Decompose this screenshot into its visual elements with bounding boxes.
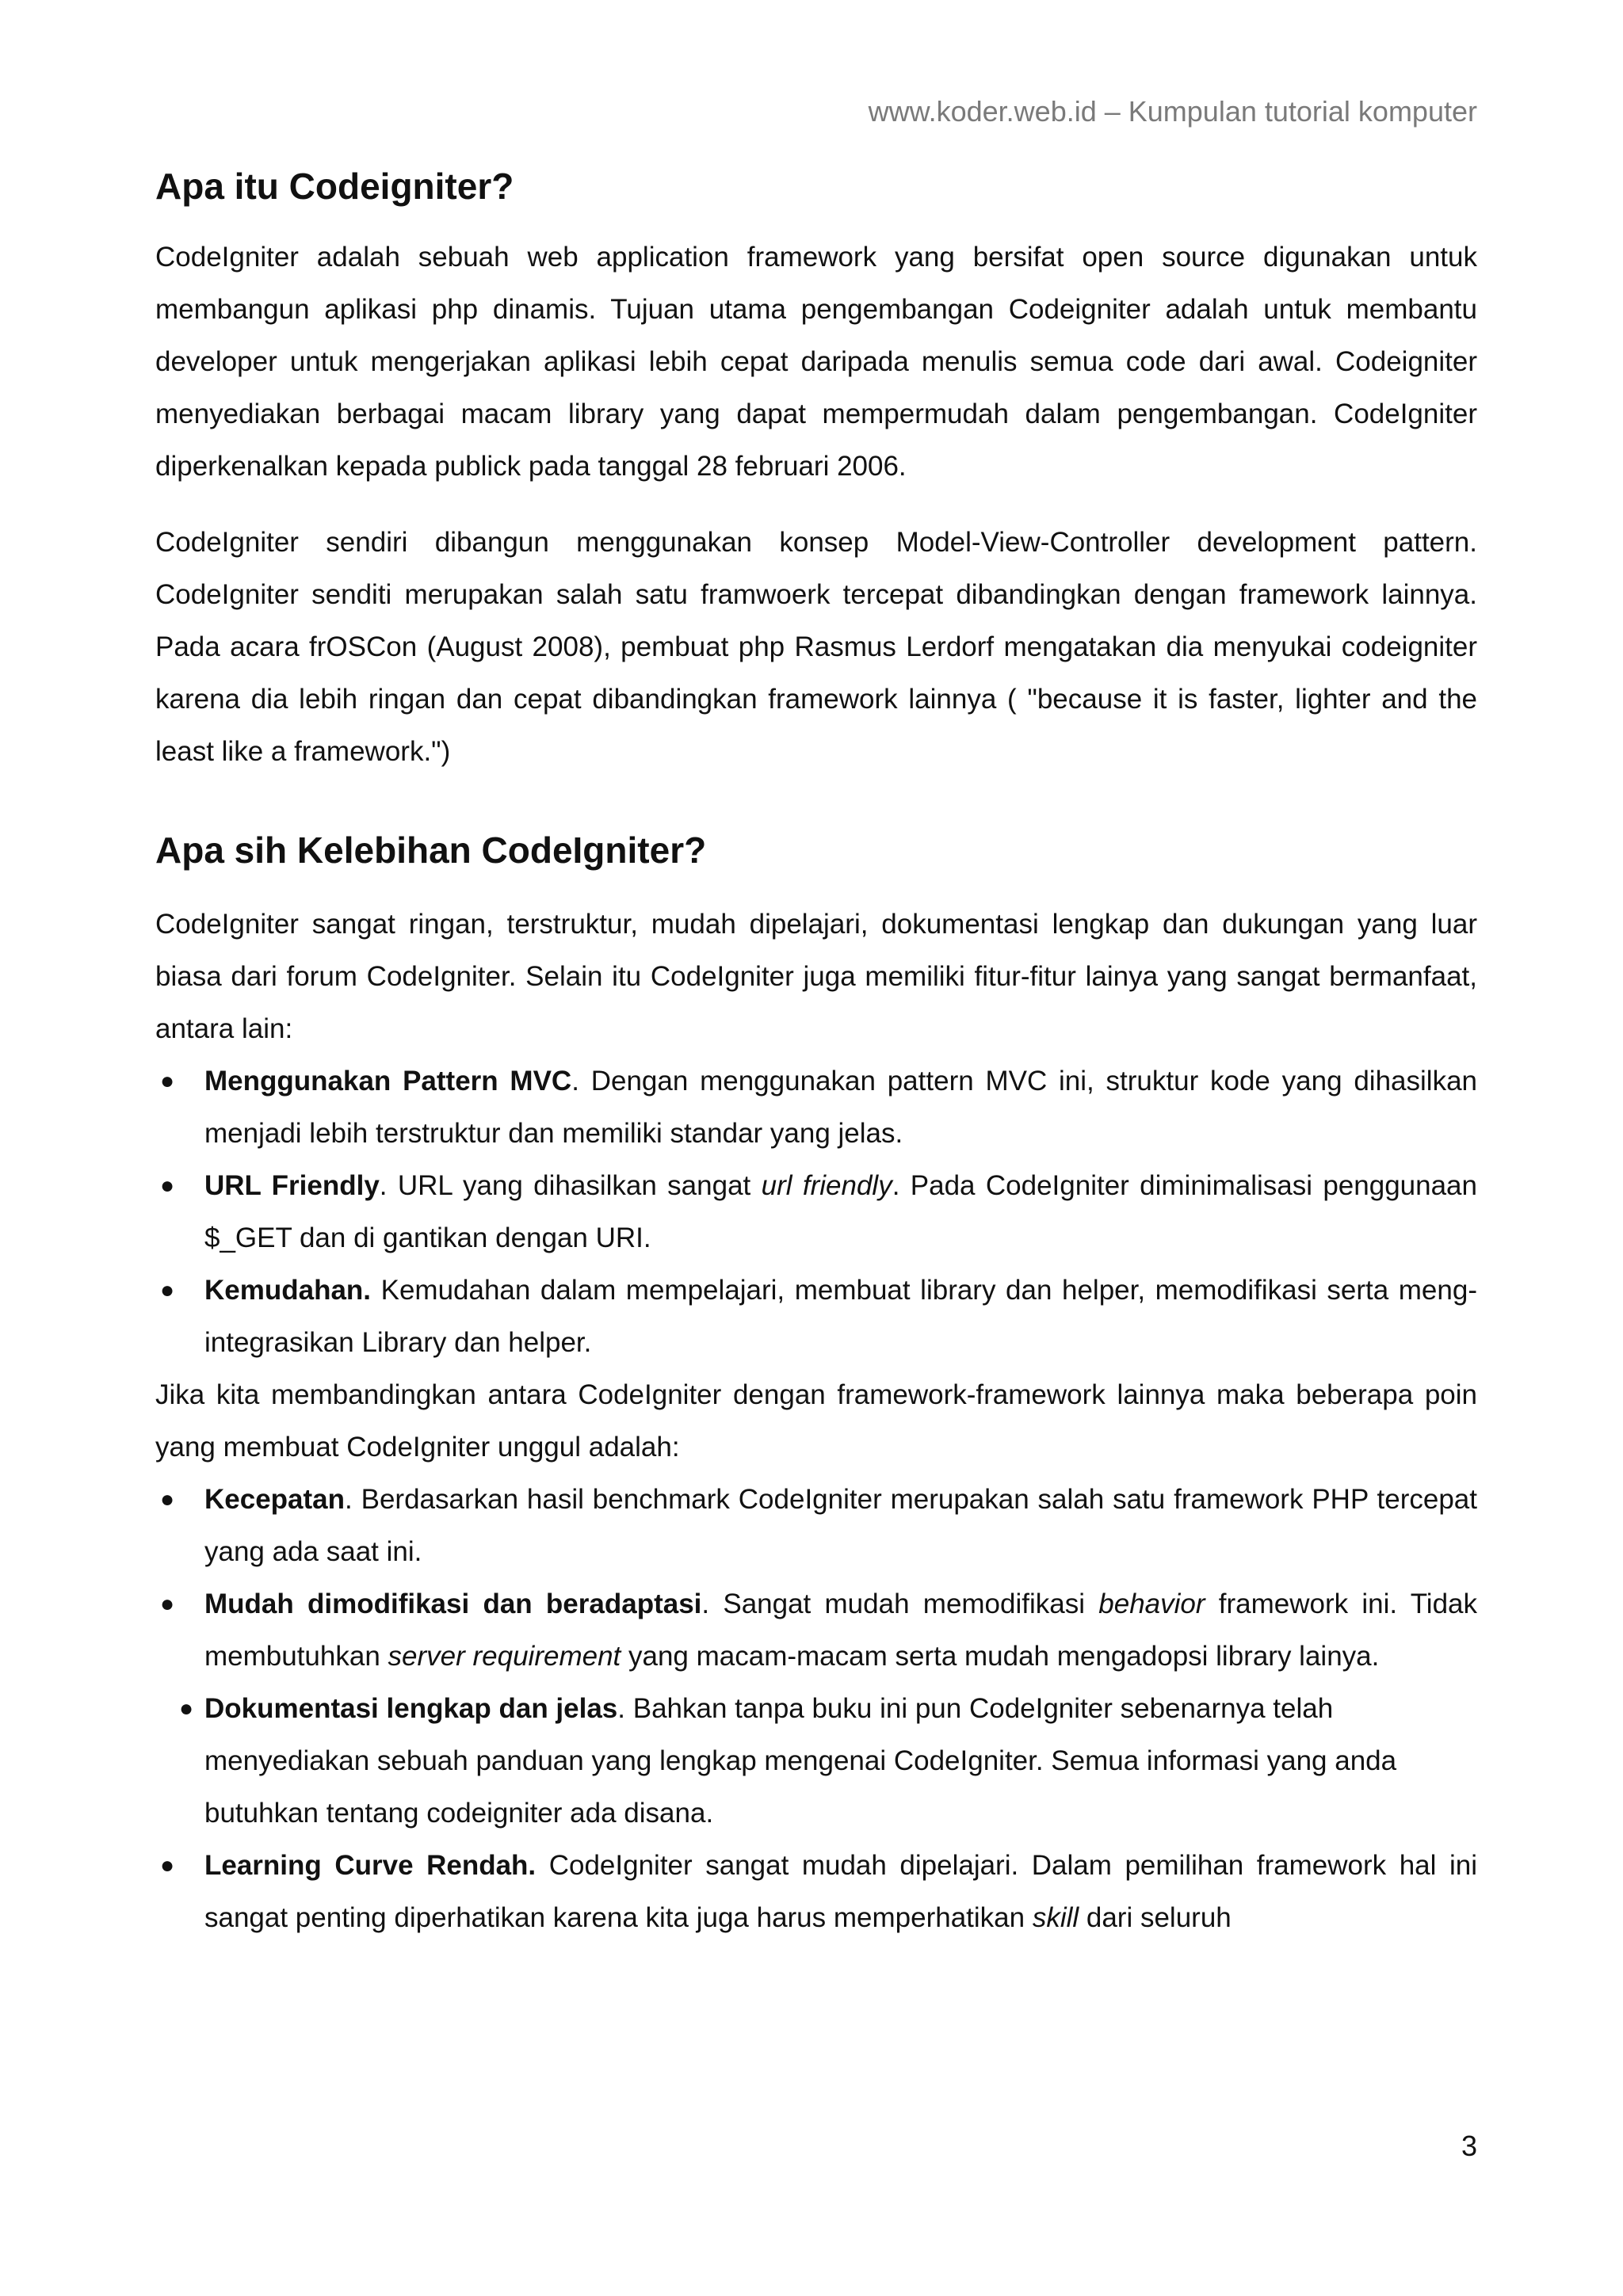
list-item-text: yang macam-macam serta mudah mengadopsi library lainya. xyxy=(621,1641,1380,1672)
list-item-emphasis: url friendly xyxy=(761,1170,892,1201)
list-item-text: framework ini. Tidak membutuhkan xyxy=(204,1589,1478,1672)
paragraph-intro: CodeIgniter adalah sebuah web application framework yang bersifat open source digunakan untuk membangun aplikasi php dinamis. Tujuan utama pengembangan Codeigniter adalah untuk membantu developer untuk mengerjakan aplikasi lebih cepat daripada menulis semua code dari awal. Codeigniter menyediakan berbagai macam library yang dapat mempermudah dalam pengembangan. CodeIgniter diperkenalkan kepada publick pada tanggal 28 februari 2006. xyxy=(155,242,1477,482)
paragraph-comparison-intro: Jika kita membandingkan antara CodeIgniter dengan framework-framework lainnya maka beberapa poin yang membuat CodeIgniter unggul adalah: xyxy=(155,1379,1477,1463)
bullet-icon: ● xyxy=(160,1486,175,1512)
list-item-text: . Berdasarkan hasil benchmark CodeIgniter merupakan salah satu framework PHP tercepat yang ada saat ini. xyxy=(204,1484,1477,1567)
list-item xyxy=(155,1840,1477,1944)
list-item-text: . Dengan menggunakan pattern MVC ini, struktur kode yang dihasilkan menjadi lebih terstruktur dan memiliki standar yang jelas. xyxy=(204,1066,1477,1149)
bullet-icon: ● xyxy=(160,1591,175,1617)
bullet-icon: ● xyxy=(160,1068,175,1094)
section-title-advantages: Apa sih Kelebihan CodeIgniter? xyxy=(155,830,707,871)
list-item-term: Kecepatan xyxy=(204,1484,346,1515)
bullet-icon: ● xyxy=(160,1173,175,1199)
list-item-term: Dokumentasi lengkap dan jelas xyxy=(204,1693,618,1724)
list-item xyxy=(155,1578,1477,1683)
bullet-icon: ● xyxy=(179,1695,194,1722)
list-item xyxy=(155,1055,1477,1160)
list-item-text: CodeIgniter sangat mudah dipelajari. Dalam pemilihan framework hal ini sangat penting diperhatikan karena kita juga harus memperhatikan xyxy=(204,1850,1477,1933)
list-item-emphasis: skill xyxy=(1032,1902,1079,1933)
paragraph-mvc: CodeIgniter sendiri dibangun menggunakan konsep Model-View-Controller development pattern. CodeIgniter senditi merupakan salah satu framwoerk tercepat dibandingkan dengan framework lainnya. Pada acara frOSCon (August 2008), pembuat php Rasmus Lerdorf mengatakan dia menyukai codeigniter karena dia lebih ringan dan cepat dibandingkan framework lainnya ( "because it is faster, lighter and the least like a framework.") xyxy=(155,527,1477,767)
list-item-text: . Pada CodeIgniter diminimalisasi penggunaan $_GET dan di gantikan dengan URI. xyxy=(204,1170,1477,1253)
section-title-what-is: Apa itu Codeigniter? xyxy=(155,166,514,207)
list-item xyxy=(155,1264,1477,1369)
list-item-text: Kemudahan dalam mempelajari, membuat library dan helper, memodifikasi serta meng-integrasikan Library dan helper. xyxy=(204,1275,1477,1358)
list-item-emphasis: server requirement xyxy=(388,1641,621,1672)
page-header: www.koder.web.id – Kumpulan tutorial komputer xyxy=(868,95,1477,128)
bullet-icon: ● xyxy=(160,1852,175,1878)
list-item-emphasis: behavior xyxy=(1098,1589,1205,1619)
list-item-text: . Bahkan tanpa buku ini pun CodeIgniter sebenarnya telah menyediakan sebuah panduan yang lengkap mengenai CodeIgniter. Semua informasi yang anda butuhkan tentang codeigniter ada disana. xyxy=(204,1693,1397,1829)
list-item xyxy=(155,1474,1477,1578)
list-item xyxy=(155,1160,1477,1264)
page-content xyxy=(155,158,1477,1944)
list-item-term: Menggunakan Pattern MVC xyxy=(204,1066,572,1097)
list-item-text: . URL yang dihasilkan sangat xyxy=(379,1170,762,1201)
page-number: 3 xyxy=(1461,2130,1477,2162)
list-item-term: Mudah dimodifikasi dan beradaptasi xyxy=(204,1589,702,1619)
list-item-text: . Sangat mudah memodifikasi xyxy=(701,1589,1099,1619)
list-item-term: Learning Curve Rendah. xyxy=(204,1850,537,1881)
advantage-list xyxy=(155,1474,1477,1944)
bullet-icon: ● xyxy=(160,1277,175,1303)
list-item-term: URL Friendly xyxy=(204,1170,380,1201)
list-item-text: dari seluruh xyxy=(1079,1902,1232,1933)
list-item-term: Kemudahan. xyxy=(204,1275,372,1306)
paragraph-advantages-intro: CodeIgniter sangat ringan, terstruktur, mudah dipelajari, dokumentasi lengkap dan dukungan yang luar biasa dari forum CodeIgniter. Selain itu CodeIgniter juga memiliki fitur-fitur lainya yang sangat bermanfaat, antara lain: xyxy=(155,909,1477,1044)
feature-list xyxy=(155,1055,1477,1369)
list-item xyxy=(155,1683,1477,1840)
